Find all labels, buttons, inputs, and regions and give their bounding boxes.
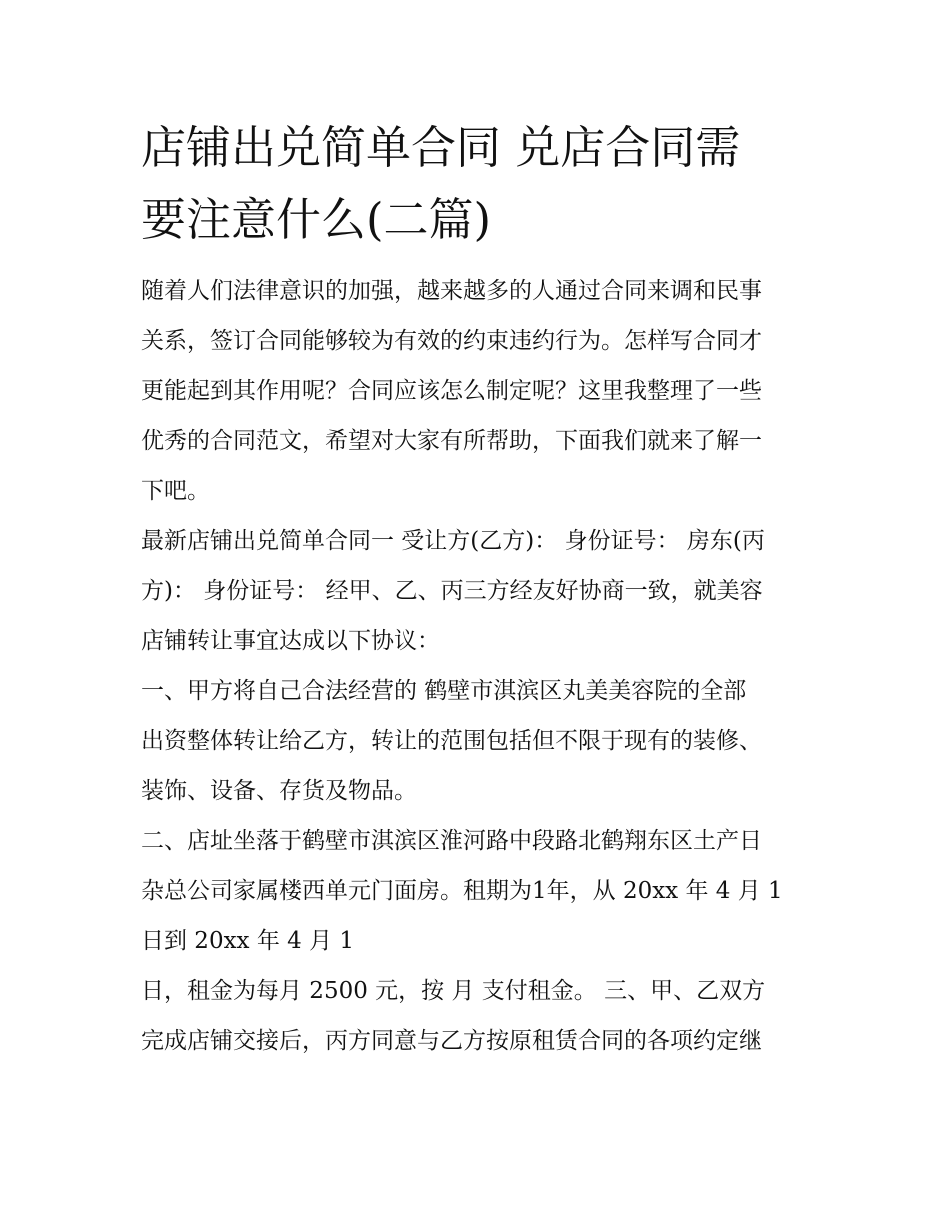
text-line: 方)： 身份证号： 经甲、乙、丙三方经友好协商一致，就美容 [141,578,763,604]
intro-paragraph [141,266,813,516]
title-line: 店铺出兑简单合同 兑店合同需 [141,121,741,174]
text-line: 杂总公司家属楼西单元门面房。租期为1年，从 20xx 年 4 月 1 [141,878,783,904]
text-line: 完成店铺交接后，丙方同意与乙方按原租赁合同的各项约定继 [141,1028,762,1054]
text-line: 一、甲方将自己合法经营的 鹤壁市淇滨区丸美美容院的全部 [141,678,747,704]
rent-terms-paragraph [141,966,813,1066]
text-line: 店铺转让事宜达成以下协议： [141,628,440,654]
clause-two-paragraph [141,816,813,966]
text-line: 出资整体转让给乙方，转让的范围包括但不限于现有的装修、 [141,728,762,754]
text-line: 二、店址坐落于鹤壁市淇滨区淮河路中段路北鹤翔东区土产日 [141,828,762,854]
text-line: 关系，签订合同能够较为有效的约束违约行为。怎样写合同才 [141,328,762,354]
text-line: 日到 20xx 年 4 月 1 [141,928,355,954]
text-line: 最新店铺出兑简单合同一 受让方(乙方)： 身份证号： 房东(丙 [141,528,765,554]
document-title [141,112,813,256]
text-line: 日，租金为每月 2500 元，按 月 支付租金。 三、甲、乙双方 [141,978,766,1004]
document-content [141,112,813,1066]
clause-one-paragraph [141,666,813,816]
text-line: 随着人们法律意识的加强，越来越多的人通过合同来调和民事 [141,278,762,304]
text-line: 更能起到其作用呢？合同应该怎么制定呢？这里我整理了一些 [141,378,762,404]
text-line: 装饰、设备、存货及物品。 [141,778,417,804]
title-line: 要注意什么(二篇) [141,193,492,246]
text-line: 下吧。 [141,478,210,504]
contract-parties-paragraph [141,516,813,666]
text-line: 优秀的合同范文，希望对大家有所帮助，下面我们就来了解一 [141,428,762,454]
